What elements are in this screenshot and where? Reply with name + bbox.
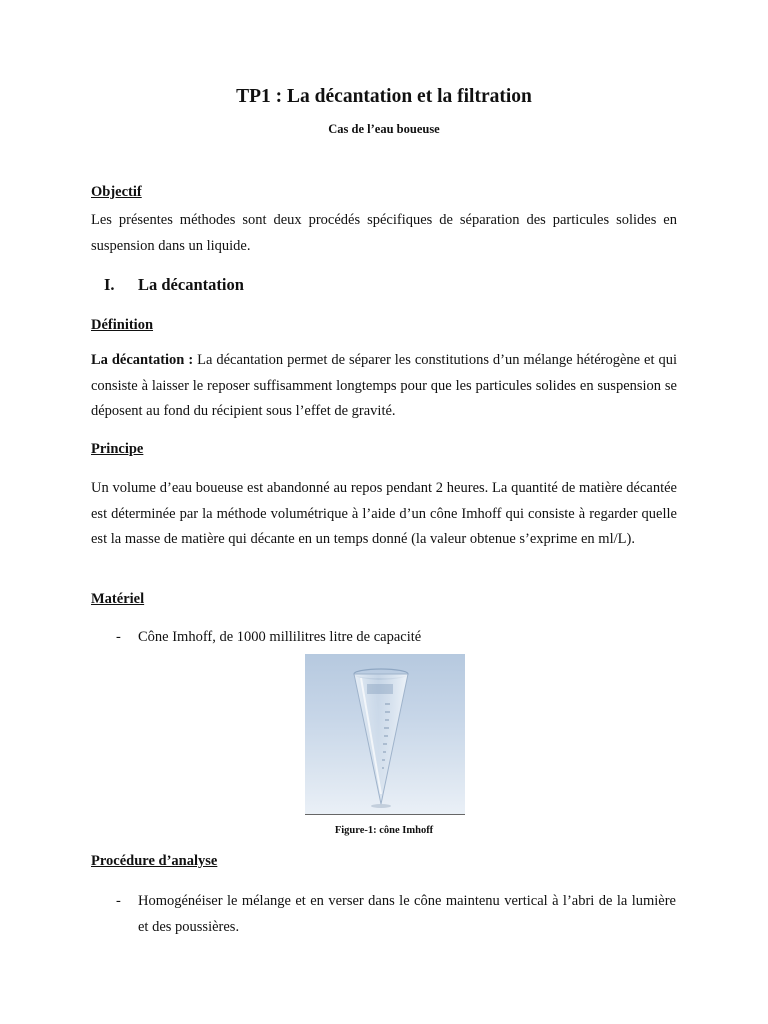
procedure-heading: Procédure d’analyse <box>91 853 218 869</box>
bullet-dash: - <box>116 893 121 909</box>
principe-text: Un volume d’eau boueuse est abandonné au repos pendant 2 heures. La quantité de matière décantée est déterminée par la méthode volumétrique à l’aide d’un cône Imhoff qui consiste à regarder quelle est la masse de matière qui décante en un temps donné (la valeur obtenue s’exprime en ml/L). <box>91 480 677 547</box>
definition-term: La décantation : <box>91 352 194 368</box>
objectif-text: Les présentes méthodes sont deux procédés spécifiques de séparation des particules solides en suspension dans un liquide. <box>91 212 677 254</box>
materiel-item <box>116 625 676 651</box>
materiel-item-text: Cône Imhoff, de 1000 millilitres litre de capacité <box>138 629 422 645</box>
definition-text <box>91 348 677 425</box>
bullet-dash: - <box>116 629 121 645</box>
section-heading-decantation <box>104 275 244 295</box>
definition-body: La décantation permet de séparer les constitutions d’un mélange hétérogène et qui consiste à laisser le reposer suffisamment longtemps pour que les particules solides en suspension se déposent au fond du récipient sous l’effet de gravité. <box>91 352 677 419</box>
materiel-heading: Matériel <box>91 591 145 607</box>
figure-divider <box>305 814 465 815</box>
procedure-item <box>116 889 676 940</box>
figure-caption: Figure-1: cône Imhoff <box>334 825 434 836</box>
section-title: La décantation <box>138 275 244 294</box>
objectif-heading: Objectif <box>91 184 142 200</box>
imhoff-cone-image <box>305 654 465 814</box>
principe-heading: Principe <box>91 441 144 457</box>
imhoff-cone-illustration <box>305 654 465 814</box>
procedure-item-text: Homogénéiser le mélange et en verser dans le cône maintenu vertical à l’abri de la lumière et des poussières. <box>138 893 676 935</box>
document-title: TP1 : La décantation et la filtration <box>236 86 532 107</box>
section-number: I. <box>104 275 115 294</box>
document-subtitle: Cas de l’eau boueuse <box>328 122 440 136</box>
definition-heading: Définition <box>91 317 154 333</box>
